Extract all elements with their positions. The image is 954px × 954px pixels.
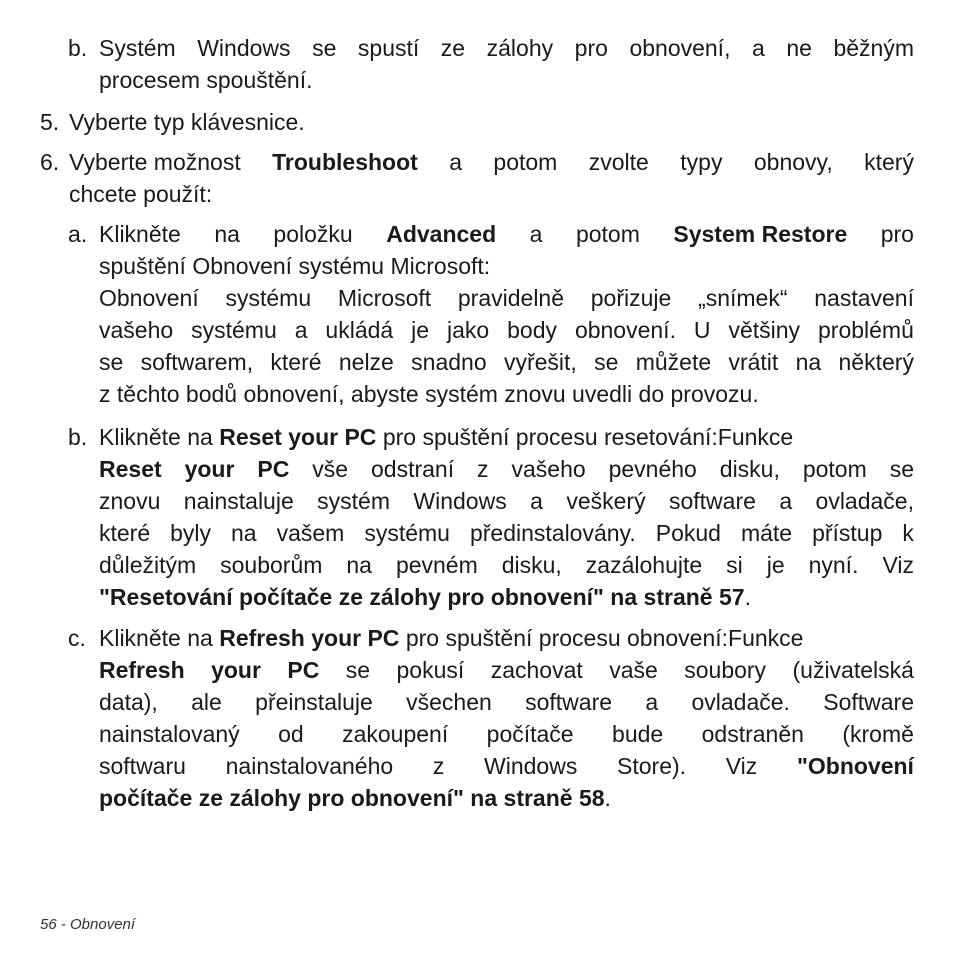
page-footer: 56 - Obnovení	[40, 916, 136, 933]
word: bude	[612, 721, 664, 747]
word: disku,	[501, 552, 562, 578]
word: vyřešit,	[503, 349, 577, 375]
word: si	[726, 552, 743, 578]
bold-term: Reset your PC	[219, 424, 377, 450]
text-line	[99, 314, 914, 346]
word: a	[529, 221, 543, 247]
word: systému	[364, 520, 450, 546]
word: zakoupení	[342, 721, 449, 747]
list-marker: a.	[68, 221, 88, 247]
word: se	[99, 349, 124, 375]
bold-term: System Restore	[673, 221, 848, 247]
bold-term: PC	[287, 657, 320, 683]
word: potom	[575, 221, 640, 247]
word: pořizuje	[590, 285, 672, 311]
word: a	[645, 689, 659, 715]
list-marker: c.	[68, 625, 86, 651]
word: na	[795, 349, 822, 375]
word: je	[411, 317, 430, 343]
cross-reference-link[interactable]: "Obnovení	[796, 753, 914, 779]
text-line: procesem spouštění.	[99, 67, 313, 93]
word: důležitým	[99, 552, 197, 578]
word: se	[594, 349, 619, 375]
word: na	[346, 552, 372, 578]
word: souborům	[220, 552, 323, 578]
text-line	[99, 750, 914, 782]
word: nainstaluje	[183, 488, 294, 514]
word: soubory	[684, 657, 767, 683]
word: nainstalovaný	[99, 721, 240, 747]
word: všechen	[406, 689, 492, 715]
bold-term: Troubleshoot	[272, 149, 418, 175]
text-line	[99, 453, 914, 485]
list-item-5	[69, 106, 914, 138]
text-line	[99, 346, 914, 378]
word: software	[525, 689, 613, 715]
word: z	[432, 753, 445, 779]
word: byly	[170, 520, 212, 546]
word: a	[530, 488, 543, 514]
list-item-b-reset	[99, 421, 914, 613]
bold-term: Reset	[99, 456, 162, 482]
word: Obnovení	[99, 285, 199, 311]
word: přeinstaluje	[255, 689, 373, 715]
word: pevném	[395, 552, 478, 578]
list-marker: 6.	[40, 149, 60, 175]
text-line: spuštění Obnovení systému Microsoft:	[99, 253, 491, 279]
list-marker: 5.	[40, 109, 60, 135]
list-item-a	[99, 218, 914, 410]
bold-term: your	[211, 657, 261, 683]
word: vaše	[609, 657, 658, 683]
word: (kromě	[842, 721, 914, 747]
word: odstraní	[371, 456, 455, 482]
word: Store).	[617, 753, 687, 779]
text-line: Vyberte typ klávesnice.	[69, 109, 305, 135]
bold-term: Refresh your PC	[219, 625, 400, 651]
word: jako	[446, 317, 490, 343]
word: softwarem,	[140, 349, 254, 375]
word: disku,	[719, 456, 780, 482]
word: ovladače,	[815, 488, 914, 514]
word: vašeho	[511, 456, 586, 482]
text-line	[99, 654, 914, 686]
text-line	[99, 517, 914, 549]
text-line: Klikněte na Refresh your PC pro spuštění procesu obnovení:Funkce	[99, 625, 804, 651]
word: nyní.	[808, 552, 859, 578]
word: přístup	[812, 520, 883, 546]
word: předinstalovány.	[469, 520, 636, 546]
word: Klikněte	[99, 221, 181, 247]
word: Viz	[882, 552, 914, 578]
word: vrátit	[728, 349, 779, 375]
bold-term: Refresh	[99, 657, 185, 683]
word: body	[507, 317, 557, 343]
word: k	[902, 520, 914, 546]
word: pevného	[608, 456, 697, 482]
word: nelze	[338, 349, 394, 375]
list-item-6	[69, 146, 914, 210]
word: softwaru	[99, 753, 186, 779]
word: a	[294, 317, 308, 343]
word: je	[766, 552, 785, 578]
word: obnovení.	[574, 317, 676, 343]
word: většiny	[728, 317, 801, 343]
text-line	[99, 485, 914, 517]
word: můžete	[635, 349, 712, 375]
word: se	[889, 456, 914, 482]
word: (uživatelská	[792, 657, 914, 683]
word: data),	[99, 689, 158, 715]
word: nainstalovaného	[225, 753, 394, 779]
word: se	[345, 657, 371, 683]
word: systému	[191, 317, 277, 343]
word: od	[278, 721, 304, 747]
list-marker: b.	[68, 424, 88, 450]
word: znovu	[99, 488, 161, 514]
word: pokusí	[396, 657, 465, 683]
list-item-b-windows	[99, 32, 914, 96]
list-marker: b.	[68, 35, 88, 61]
word: Viz	[725, 753, 758, 779]
text-line: Systém Windows se spustí ze zálohy pro obnovení, a ne běžným	[99, 35, 914, 61]
text-line: Klikněte na položku Advanced a potom System Restore pro	[99, 218, 914, 250]
word: Windows	[484, 753, 578, 779]
word: na	[231, 520, 257, 546]
list-item-c-refresh	[99, 622, 914, 814]
word: zvolte	[588, 149, 649, 175]
word: ovladače.	[691, 689, 790, 715]
word: veškerý	[566, 488, 646, 514]
word: potom	[802, 456, 867, 482]
bold-term: PC	[257, 456, 290, 482]
bold-term: your	[184, 456, 235, 482]
word: které	[270, 349, 322, 375]
text-line: chcete použít:	[69, 181, 213, 207]
word: ukládá	[325, 317, 394, 343]
word: vašeho	[99, 317, 174, 343]
word: zazálohujte	[585, 552, 703, 578]
word: typy	[680, 149, 723, 175]
word: které	[99, 520, 151, 546]
cross-reference-link[interactable]: "Resetování počítače ze zálohy pro obnovení" na straně 57	[99, 584, 745, 610]
word: systému	[225, 285, 312, 311]
word: snadno	[411, 349, 487, 375]
word: zachovat	[490, 657, 583, 683]
text-line: Klikněte na Reset your PC pro spuštění procesu resetování:Funkce	[99, 424, 794, 450]
text-line	[99, 549, 914, 581]
word: vše	[312, 456, 349, 482]
word: některý	[838, 349, 914, 375]
word: ale	[191, 689, 222, 715]
word: na	[214, 221, 240, 247]
cross-reference-link[interactable]: počítače ze zálohy pro obnovení" na straně 58	[99, 785, 605, 811]
word: máte	[740, 520, 793, 546]
word: vašem	[276, 520, 345, 546]
word: položku	[273, 221, 353, 247]
word: z	[477, 456, 489, 482]
word: Microsoft	[337, 285, 432, 311]
word: který	[864, 149, 914, 175]
word: a	[779, 488, 793, 514]
word: a	[449, 149, 463, 175]
word: odstraněn	[701, 721, 804, 747]
word: software	[668, 488, 756, 514]
bold-term: Advanced	[386, 221, 497, 247]
text-line: počítače ze zálohy pro obnovení" na straně 58.	[99, 785, 611, 811]
text-line: z těchto bodů obnovení, abyste systém znovu uvedli do provozu.	[99, 381, 759, 407]
word: systém	[317, 488, 390, 514]
word: nastavení	[814, 285, 914, 311]
text-line	[99, 282, 914, 314]
word: počítače	[486, 721, 574, 747]
word: pravidelně	[457, 285, 565, 311]
word: potom	[493, 149, 558, 175]
word: obnovy,	[753, 149, 833, 175]
word: Windows	[413, 488, 507, 514]
word: U	[693, 317, 711, 343]
text-line	[99, 686, 914, 718]
word: „snímek“	[698, 285, 788, 311]
text-line: "Resetování počítače ze zálohy pro obnovení" na straně 57.	[99, 584, 751, 610]
word: problémů	[818, 317, 914, 343]
text-line	[99, 718, 914, 750]
word: Pokud	[655, 520, 721, 546]
word: Software	[823, 689, 914, 715]
text-line: Vyberte možnost Troubleshoot a potom zvolte typy obnovy, který	[69, 146, 914, 178]
